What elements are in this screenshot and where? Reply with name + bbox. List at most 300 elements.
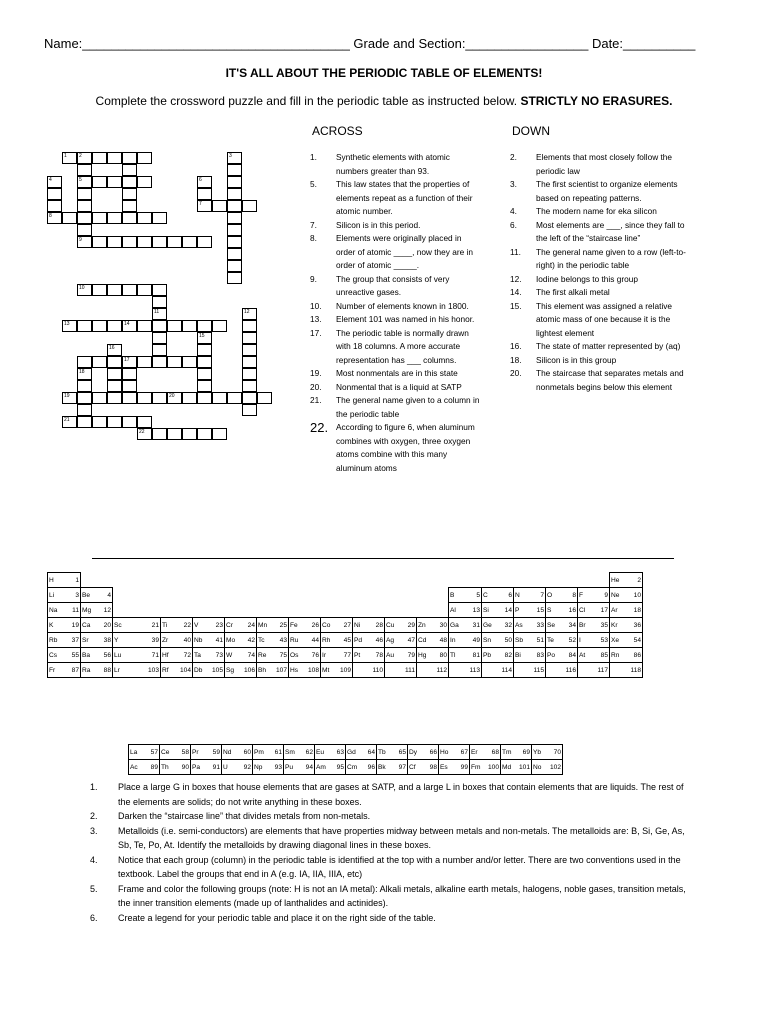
element-cell[interactable] (578, 648, 610, 663)
element-cell[interactable] (449, 618, 482, 633)
crossword-cell[interactable] (107, 284, 122, 296)
crossword-cell[interactable] (62, 416, 77, 428)
crossword-cell[interactable] (242, 308, 257, 320)
crossword-cell[interactable] (92, 320, 107, 332)
crossword-cell[interactable] (227, 248, 242, 260)
element-cell[interactable] (81, 633, 113, 648)
element-cell[interactable] (610, 633, 643, 648)
element-cell[interactable] (610, 648, 643, 663)
crossword-cell[interactable] (167, 320, 182, 332)
element-symbol: Ag (386, 636, 395, 644)
element-cell[interactable] (113, 633, 161, 648)
element-cell[interactable] (449, 648, 482, 663)
element-cell[interactable] (113, 648, 161, 663)
clue-number: 22. (310, 420, 329, 435)
element-cell[interactable] (546, 633, 578, 648)
empty-gap (546, 573, 578, 588)
crossword-cell[interactable] (107, 380, 122, 392)
element-cell[interactable] (417, 618, 449, 633)
element-cell[interactable] (160, 745, 191, 760)
element-cell[interactable] (514, 603, 546, 618)
element-symbol: Pa (192, 763, 201, 771)
clue-text: The modern name for eka silicon (536, 206, 657, 216)
element-symbol: Db (194, 666, 203, 674)
crossword-cell[interactable] (227, 212, 242, 224)
element-cell[interactable] (161, 663, 193, 678)
element-symbol: Mn (258, 621, 268, 629)
element-cell[interactable] (439, 760, 470, 775)
crossword-cell[interactable] (107, 416, 122, 428)
crossword-cell[interactable] (227, 236, 242, 248)
crossword-cell[interactable] (92, 392, 107, 404)
element-cell[interactable] (129, 745, 160, 760)
crossword-cell[interactable] (77, 416, 92, 428)
element-cell[interactable] (482, 633, 514, 648)
element-cell[interactable] (161, 618, 193, 633)
element-cell[interactable] (439, 745, 470, 760)
element-cell[interactable] (81, 648, 113, 663)
element-cell[interactable] (610, 573, 643, 588)
crossword-cell[interactable] (152, 332, 167, 344)
element-cell[interactable] (289, 663, 321, 678)
element-cell[interactable] (257, 633, 289, 648)
atomic-number: 105 (211, 666, 223, 674)
element-cell[interactable] (321, 633, 353, 648)
crossword-cell[interactable] (122, 416, 137, 428)
atomic-number: 114 (501, 666, 512, 674)
crossword-cell[interactable] (77, 176, 92, 188)
element-symbol: Al (450, 606, 456, 614)
element-cell[interactable] (501, 745, 532, 760)
element-cell[interactable] (81, 603, 113, 618)
crossword-clue-number: 19 (64, 393, 70, 399)
atomic-number: 109 (339, 666, 351, 674)
crossword-cell[interactable] (107, 368, 122, 380)
crossword-cell[interactable] (137, 212, 152, 224)
crossword-cell[interactable] (137, 428, 152, 440)
clue-number: 20. (510, 368, 522, 378)
crossword-cell[interactable] (137, 152, 152, 164)
element-cell[interactable] (546, 648, 578, 663)
crossword-cell[interactable] (137, 320, 152, 332)
element-cell[interactable] (161, 648, 193, 663)
crossword-cell[interactable] (62, 320, 77, 332)
element-symbol: Sb (515, 636, 524, 644)
element-cell[interactable] (532, 745, 563, 760)
element-cell[interactable] (81, 618, 113, 633)
element-cell[interactable] (353, 633, 385, 648)
crossword-cell[interactable] (77, 188, 92, 200)
crossword-cell[interactable] (212, 200, 227, 212)
atomic-number: 13 (472, 606, 480, 614)
crossword-cell[interactable] (47, 200, 62, 212)
element-cell[interactable] (385, 648, 417, 663)
element-cell[interactable] (514, 648, 546, 663)
atomic-number: 79 (407, 651, 415, 659)
element-cell[interactable] (610, 603, 643, 618)
crossword-cell[interactable] (137, 392, 152, 404)
element-cell[interactable] (482, 618, 514, 633)
crossword-cell[interactable] (122, 380, 137, 392)
element-cell[interactable] (289, 633, 321, 648)
crossword-cell[interactable] (137, 284, 152, 296)
atomic-number: 115 (533, 666, 544, 674)
crossword-cell[interactable] (197, 368, 212, 380)
crossword-cell[interactable] (227, 176, 242, 188)
crossword-cell[interactable] (197, 344, 212, 356)
element-symbol: In (450, 636, 456, 644)
crossword-cell[interactable] (182, 320, 197, 332)
crossword-cell[interactable] (122, 200, 137, 212)
crossword-cell[interactable] (62, 392, 77, 404)
element-symbol: Sn (483, 636, 492, 644)
crossword-cell[interactable] (227, 260, 242, 272)
name-grade-date-line[interactable]: Name:_____________________________________ Grade and Section:_________________ Date:__________ (44, 36, 696, 51)
crossword-cell[interactable] (182, 236, 197, 248)
element-cell[interactable] (81, 588, 113, 603)
element-symbol: Xe (611, 636, 620, 644)
atomic-number: 113 (469, 666, 480, 674)
element-cell[interactable] (578, 603, 610, 618)
element-cell[interactable] (408, 760, 439, 775)
element-cell[interactable] (610, 663, 643, 678)
element-symbol: C (483, 591, 488, 599)
crossword-cell[interactable] (227, 272, 242, 284)
task-number: 3. (90, 825, 98, 836)
element-cell[interactable] (289, 618, 321, 633)
element-cell[interactable] (546, 618, 578, 633)
element-cell[interactable] (48, 573, 81, 588)
crossword-cell[interactable] (152, 308, 167, 320)
crossword-cell[interactable] (197, 392, 212, 404)
element-cell[interactable] (129, 760, 160, 775)
element-cell[interactable] (191, 760, 222, 775)
crossword-cell[interactable] (212, 392, 227, 404)
element-cell[interactable] (449, 663, 482, 678)
element-cell[interactable] (385, 663, 417, 678)
empty-gap (113, 573, 161, 588)
crossword-cell[interactable] (107, 320, 122, 332)
crossword-cell[interactable] (137, 356, 152, 368)
element-cell[interactable] (225, 663, 257, 678)
crossword-cell[interactable] (242, 344, 257, 356)
element-cell[interactable] (377, 745, 408, 760)
crossword-cell[interactable] (257, 392, 272, 404)
crossword-cell[interactable] (152, 236, 167, 248)
element-cell[interactable] (377, 760, 408, 775)
crossword-cell[interactable] (107, 176, 122, 188)
crossword-cell[interactable] (152, 296, 167, 308)
crossword-cell[interactable] (122, 236, 137, 248)
element-cell[interactable] (470, 760, 501, 775)
element-cell[interactable] (253, 745, 284, 760)
task-item (90, 853, 690, 882)
crossword-cell[interactable] (47, 176, 62, 188)
crossword-cell[interactable] (137, 236, 152, 248)
crossword-cell[interactable] (77, 236, 92, 248)
crossword-cell[interactable] (227, 164, 242, 176)
crossword-cell[interactable] (242, 404, 257, 416)
element-cell[interactable] (417, 633, 449, 648)
crossword-cell[interactable] (242, 392, 257, 404)
crossword-clue-number: 21 (64, 417, 70, 423)
crossword-cell[interactable] (122, 176, 137, 188)
crossword-cell[interactable] (77, 284, 92, 296)
element-cell[interactable] (353, 648, 385, 663)
crossword-cell[interactable] (77, 320, 92, 332)
element-cell[interactable] (482, 663, 514, 678)
element-cell[interactable] (610, 618, 643, 633)
crossword-cell[interactable] (137, 416, 152, 428)
crossword-cell[interactable] (47, 212, 62, 224)
element-cell[interactable] (321, 663, 353, 678)
crossword-cell[interactable] (197, 356, 212, 368)
element-cell[interactable] (610, 588, 643, 603)
crossword-cell[interactable] (152, 392, 167, 404)
crossword-cell[interactable] (77, 368, 92, 380)
crossword-cell[interactable] (77, 212, 92, 224)
down-clue (510, 151, 690, 178)
element-cell[interactable] (482, 648, 514, 663)
element-cell[interactable] (532, 760, 563, 775)
element-cell[interactable] (284, 760, 315, 775)
element-cell[interactable] (193, 648, 225, 663)
crossword-cell[interactable] (182, 356, 197, 368)
empty-gap (321, 588, 353, 603)
crossword-cell[interactable] (77, 200, 92, 212)
crossword-cell[interactable] (77, 404, 92, 416)
crossword-cell[interactable] (77, 152, 92, 164)
element-cell[interactable] (225, 618, 257, 633)
crossword-cell[interactable] (167, 356, 182, 368)
element-cell[interactable] (578, 618, 610, 633)
crossword-cell[interactable] (197, 320, 212, 332)
element-cell[interactable] (346, 745, 377, 760)
element-symbol: Ti (162, 621, 168, 629)
element-cell[interactable] (48, 663, 81, 678)
crossword-cell[interactable] (122, 188, 137, 200)
crossword-cell[interactable] (197, 428, 212, 440)
crossword-cell[interactable] (92, 176, 107, 188)
element-cell[interactable] (257, 648, 289, 663)
element-cell[interactable] (113, 663, 161, 678)
crossword-cell[interactable] (242, 320, 257, 332)
crossword-cell[interactable] (227, 224, 242, 236)
clue-number: 16. (510, 341, 522, 351)
crossword-cell[interactable] (62, 212, 77, 224)
element-cell[interactable] (353, 618, 385, 633)
crossword-cell[interactable] (197, 176, 212, 188)
element-cell[interactable] (482, 603, 514, 618)
empty-gap (193, 603, 225, 618)
crossword-cell[interactable] (227, 200, 242, 212)
element-cell[interactable] (321, 618, 353, 633)
crossword-cell[interactable] (77, 380, 92, 392)
crossword-cell[interactable] (152, 212, 167, 224)
crossword-cell[interactable] (242, 332, 257, 344)
crossword-cell[interactable] (92, 284, 107, 296)
crossword-cell[interactable] (197, 236, 212, 248)
crossword-cell[interactable] (182, 392, 197, 404)
crossword-clue-number: 22 (139, 429, 145, 435)
crossword-cell[interactable] (122, 284, 137, 296)
element-cell[interactable] (578, 633, 610, 648)
crossword-cell[interactable] (122, 320, 137, 332)
element-cell[interactable] (408, 745, 439, 760)
clue-text: Elements that most closely follow the periodic law (536, 152, 673, 176)
element-cell[interactable] (253, 760, 284, 775)
element-symbol: Md (502, 763, 512, 771)
crossword-cell[interactable] (242, 380, 257, 392)
element-cell[interactable] (514, 663, 546, 678)
element-cell[interactable] (449, 633, 482, 648)
element-cell[interactable] (81, 663, 113, 678)
element-cell[interactable] (48, 633, 81, 648)
element-cell[interactable] (48, 588, 81, 603)
element-cell[interactable] (578, 663, 610, 678)
crossword-cell[interactable] (77, 224, 92, 236)
crossword-cell[interactable] (107, 392, 122, 404)
element-cell[interactable] (546, 588, 578, 603)
empty-gap (321, 573, 353, 588)
element-cell[interactable] (222, 760, 253, 775)
element-symbol: Bh (258, 666, 267, 674)
element-cell[interactable] (546, 603, 578, 618)
element-cell[interactable] (113, 618, 161, 633)
crossword-cell[interactable] (77, 164, 92, 176)
crossword-cell[interactable] (107, 152, 122, 164)
crossword-cell[interactable] (92, 152, 107, 164)
crossword-cell[interactable] (152, 356, 167, 368)
element-cell[interactable] (161, 633, 193, 648)
element-cell[interactable] (193, 663, 225, 678)
element-cell[interactable] (48, 603, 81, 618)
crossword-cell[interactable] (122, 356, 137, 368)
crossword-cell[interactable] (92, 212, 107, 224)
element-cell[interactable] (514, 618, 546, 633)
element-cell[interactable] (514, 588, 546, 603)
atomic-number: 25 (279, 621, 287, 629)
crossword-cell[interactable] (227, 152, 242, 164)
crossword-cell[interactable] (152, 428, 167, 440)
element-cell[interactable] (191, 745, 222, 760)
element-cell[interactable] (470, 745, 501, 760)
crossword-cell[interactable] (122, 368, 137, 380)
element-cell[interactable] (346, 760, 377, 775)
crossword-cell[interactable] (77, 356, 92, 368)
crossword-cell[interactable] (77, 392, 92, 404)
crossword-cell[interactable] (107, 356, 122, 368)
across-clue (310, 300, 480, 314)
crossword-cell[interactable] (107, 344, 122, 356)
crossword-cell[interactable] (107, 212, 122, 224)
crossword-cell[interactable] (152, 284, 167, 296)
element-cell[interactable] (315, 760, 346, 775)
crossword-cell[interactable] (167, 428, 182, 440)
element-cell[interactable] (160, 760, 191, 775)
element-cell[interactable] (193, 633, 225, 648)
element-cell[interactable] (385, 633, 417, 648)
crossword-cell[interactable] (92, 356, 107, 368)
element-cell[interactable] (501, 760, 532, 775)
crossword-cell[interactable] (212, 320, 227, 332)
clue-number: 3. (510, 179, 517, 189)
element-symbol: Hf (162, 651, 169, 659)
crossword-clue-number: 7 (199, 201, 202, 207)
crossword-cell[interactable] (197, 200, 212, 212)
crossword-cell[interactable] (197, 188, 212, 200)
element-cell[interactable] (257, 663, 289, 678)
atomic-number: 40 (183, 636, 191, 644)
atomic-number: 63 (336, 748, 344, 756)
element-cell[interactable] (482, 588, 514, 603)
crossword-cell[interactable] (62, 152, 77, 164)
element-cell[interactable] (514, 633, 546, 648)
crossword-cell[interactable] (212, 428, 227, 440)
crossword-cell[interactable] (47, 188, 62, 200)
crossword-cell[interactable] (227, 188, 242, 200)
element-cell[interactable] (546, 663, 578, 678)
crossword-cell[interactable] (227, 392, 242, 404)
crossword-cell[interactable] (197, 380, 212, 392)
crossword-cell[interactable] (122, 152, 137, 164)
element-cell[interactable] (321, 648, 353, 663)
element-cell[interactable] (284, 745, 315, 760)
crossword-cell[interactable] (152, 344, 167, 356)
crossword-cell[interactable] (167, 392, 182, 404)
element-cell[interactable] (48, 618, 81, 633)
crossword-cell[interactable] (137, 176, 152, 188)
across-clue (310, 232, 480, 273)
element-cell[interactable] (48, 648, 81, 663)
crossword-cell[interactable] (122, 392, 137, 404)
crossword-cell[interactable] (242, 356, 257, 368)
element-cell[interactable] (417, 663, 449, 678)
element-symbol: Rf (162, 666, 169, 674)
crossword-cell[interactable] (92, 236, 107, 248)
crossword-cell[interactable] (182, 428, 197, 440)
element-cell[interactable] (193, 618, 225, 633)
crossword-cell[interactable] (167, 236, 182, 248)
element-cell[interactable] (578, 588, 610, 603)
crossword-cell[interactable] (122, 164, 137, 176)
atomic-number: 5 (476, 591, 480, 599)
crossword-cell[interactable] (152, 320, 167, 332)
atomic-number: 84 (568, 651, 576, 659)
element-cell[interactable] (315, 745, 346, 760)
element-cell[interactable] (257, 618, 289, 633)
crossword-cell[interactable] (92, 416, 107, 428)
element-cell[interactable] (449, 603, 482, 618)
crossword-cell[interactable] (197, 332, 212, 344)
element-symbol: Hs (290, 666, 299, 674)
element-cell[interactable] (449, 588, 482, 603)
crossword-cell[interactable] (107, 236, 122, 248)
element-cell[interactable] (417, 648, 449, 663)
element-symbol: Li (49, 591, 55, 599)
crossword-cell[interactable] (242, 200, 257, 212)
element-cell[interactable] (225, 633, 257, 648)
element-cell[interactable] (353, 663, 385, 678)
crossword-cell[interactable] (242, 368, 257, 380)
element-cell[interactable] (225, 648, 257, 663)
crossword-clue-number: 18 (79, 369, 85, 375)
element-cell[interactable] (289, 648, 321, 663)
element-cell[interactable] (385, 618, 417, 633)
crossword-cell[interactable] (122, 212, 137, 224)
element-symbol: Ta (194, 651, 201, 659)
element-cell[interactable] (222, 745, 253, 760)
